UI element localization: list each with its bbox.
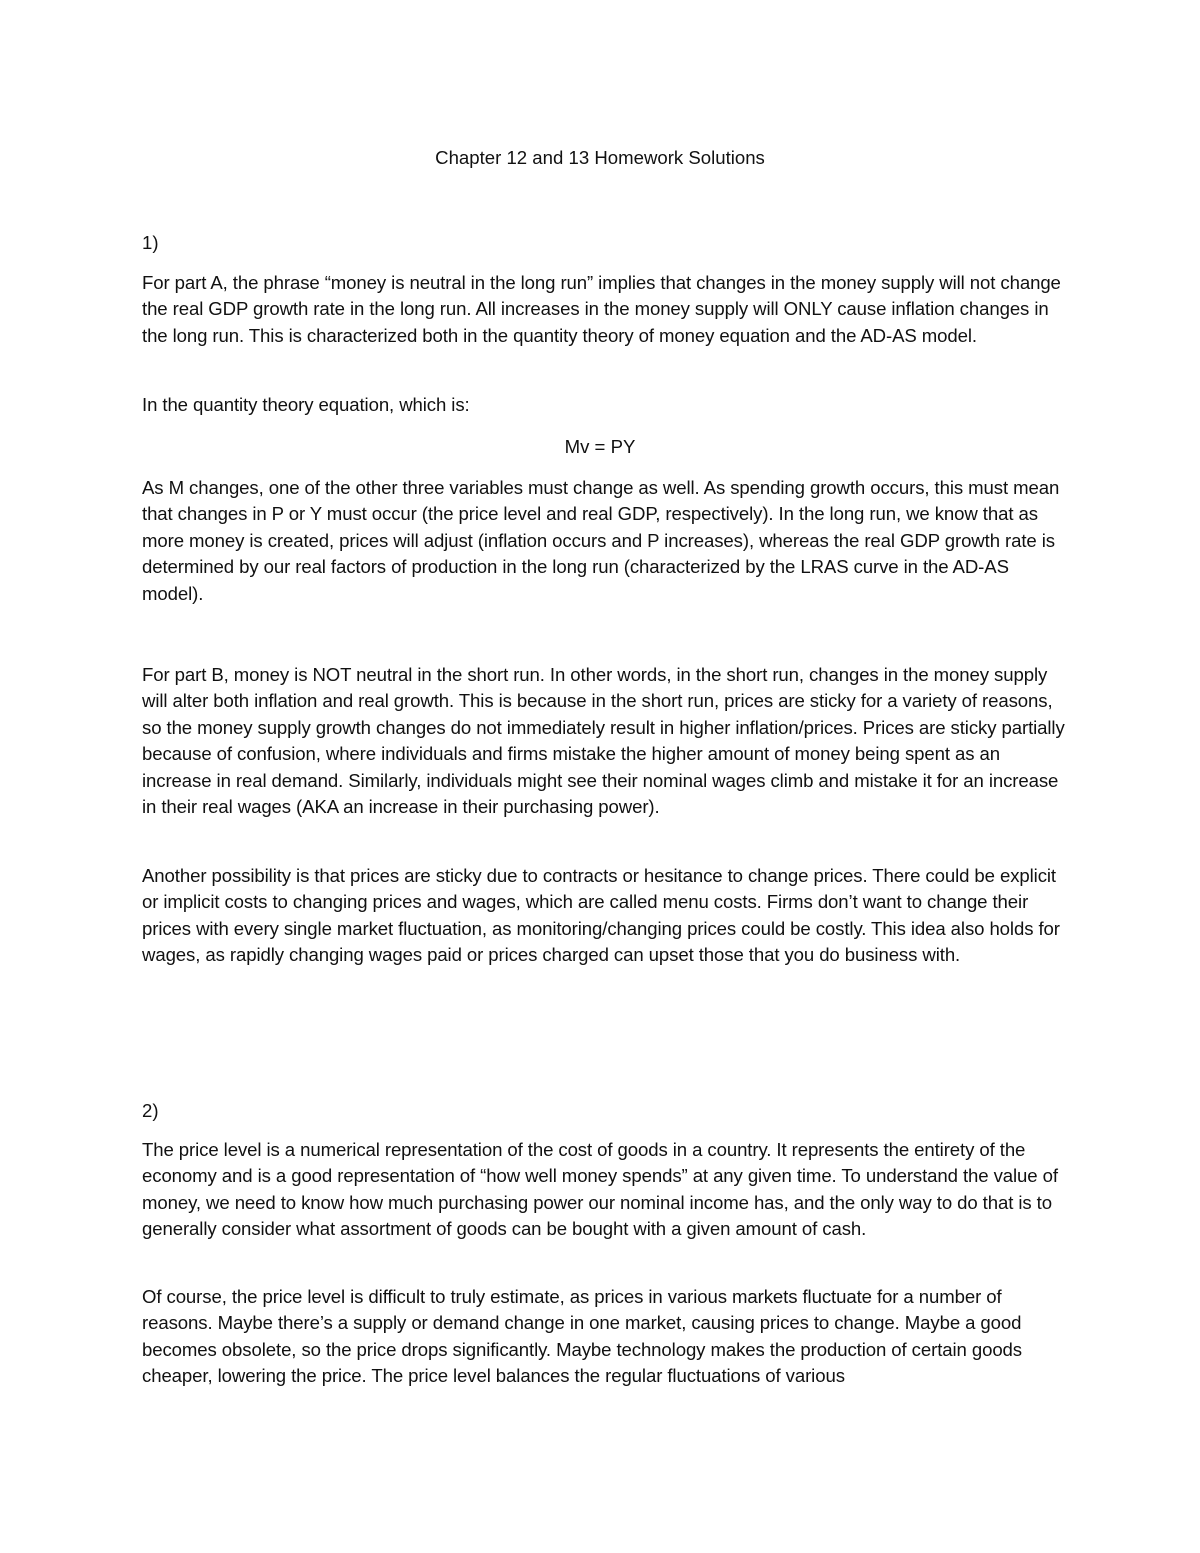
question-1-paragraph-3: As M changes, one of the other three variables must change as well. As spending growth occurs, this must mean that changes in P or Y must occur (the price level and real GDP, respectively). In the long run, we know that as more money is created, prices will adjust (inflation occurs and P increases), whereas the real GDP growth rate is determined by our real factors of production in the long run (characterized by the LRAS curve in the AD-AS model). (142, 477, 1060, 604)
question-1-paragraph-4: For part B, money is NOT neutral in the short run. In other words, in the short run, changes in the money supply will alter both inflation and real growth. This is because in the short run, prices are sticky for a variety of reasons, so the money supply growth changes do not immediately result in higher inflation/prices. Prices are sticky partially because of confusion, where individuals and firms mistake the higher amount of money being spent as an increase in real demand. Similarly, individuals might see their nominal wages climb and mistake it for an increase in their real wages (AKA an increase in their purchasing power). (142, 664, 1065, 818)
question-1-paragraph-2: In the quantity theory equation, which is: (142, 394, 470, 415)
question-2-paragraph-1: The price level is a numerical representation of the cost of goods in a country. It represents the entirety of the economy and is a good representation of “how well money spends” at any given time. To understand the value of money, we need to know how much purchasing power our nominal income has, and the only way to do that is to generally consider what assortment of goods can be bought with a given amount of cash. (142, 1139, 1058, 1240)
question-2-label: 2) (142, 1100, 159, 1121)
page-title: Chapter 12 and 13 Homework Solutions (435, 147, 765, 168)
question-1-label: 1) (142, 232, 159, 253)
question-1-paragraph-1: For part A, the phrase “money is neutral in the long run” implies that changes in the money supply will not change the real GDP growth rate in the long run. All increases in the money supply will ONLY cause inflation changes in the long run. This is characterized both in the quantity theory of money equation and the AD-AS model. (142, 272, 1061, 346)
quantity-theory-equation: Mv = PY (564, 436, 636, 457)
question-2-paragraph-2: Of course, the price level is difficult to truly estimate, as prices in various markets fluctuate for a number of reasons. Maybe there’s a supply or demand change in one market, causing prices to change. Maybe a good becomes obsolete, so the price drops significantly. Maybe technology makes the production of certain goods cheaper, lowering the price. The price level balances the regular fluctuations of various (142, 1286, 1022, 1387)
question-1-paragraph-5: Another possibility is that prices are sticky due to contracts or hesitance to change prices. There could be explicit or implicit costs to changing prices and wages, which are called menu costs. Firms don’t want to change their prices with every single market fluctuation, as monitoring/changing prices could be costly. This idea also holds for wages, as rapidly changing wages paid or prices charged can upset those that you do business with. (142, 865, 1060, 966)
